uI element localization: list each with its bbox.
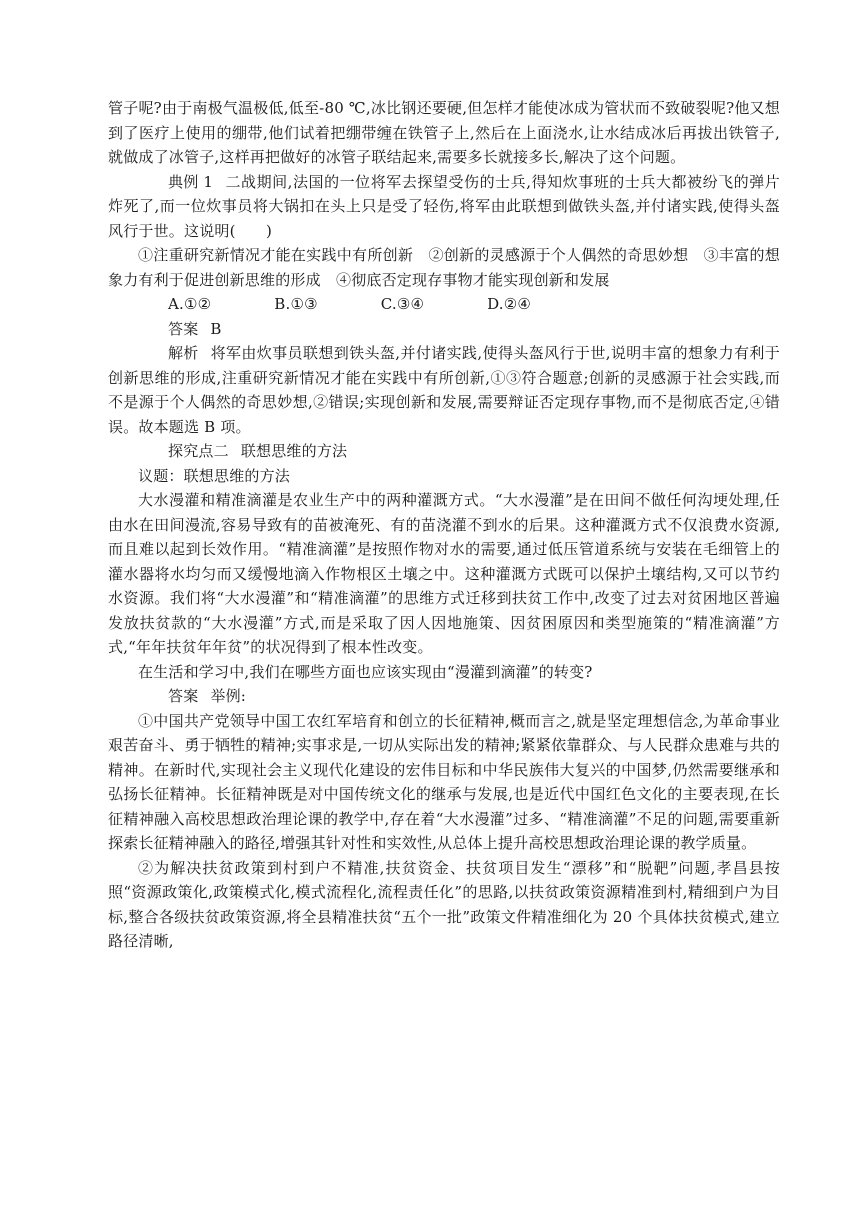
option-d: D.②④ bbox=[487, 295, 532, 313]
section-label: 探究点二 bbox=[168, 442, 229, 460]
statements-paragraph: ①注重研究新情况才能在实践中有所创新 ②创新的灵感源于个人偶然的奇思妙想 ③丰富的想象力有利于促进创新思维的形成 ④彻底否定现存事物才能实现创新和发展 bbox=[108, 246, 780, 289]
example-paragraph bbox=[108, 170, 780, 244]
answer-paragraph bbox=[108, 317, 780, 342]
intro-paragraph: 管子呢?由于南极气温极低,低至-80 ℃,冰比钢还要硬,但怎样才能使冰成为管状而不致破裂呢?他又想到了医疗上使用的绷带,他们试着把绷带缠在铁管子上,然后在上面浇水,让水结成冰后再拔出铁管子,就做成了冰管子,这样再把做好的冰管子联结起来,需要多长就接多长,解决了这个问题。 bbox=[108, 99, 780, 166]
item1-paragraph: ①中国共产党领导中国工农红军培育和创立的长征精神,概而言之,就是坚定理想信念,为革命事业艰苦奋斗、勇于牺牲的精神;实事求是,一切从实际出发的精神;紧紧依靠群众、与人民群众患难与共的精神。在新时代,实现社会主义现代化建设的宏伟目标和中华民族伟大复兴的中国梦,仍然需要继承和弘扬长征精神。长征精神既是对中国传统文化的继承与发展,也是近代中国红色文化的主要表现,在长征精神融入高校思想政治理论课的教学中,存在着“大水漫灌”过多、“精准滴灌”不足的问题,需要重新探索长征精神融入的路径,增强其针对性和实效性,从总体上提升高校思想政治理论课的教学质量。 bbox=[108, 711, 780, 852]
options-row bbox=[108, 292, 780, 317]
section-title: 联想思维的方法 bbox=[240, 442, 348, 460]
option-b: B.①③ bbox=[274, 295, 318, 313]
option-c: C.③④ bbox=[380, 295, 425, 313]
answer-label: 答案 bbox=[168, 319, 199, 338]
document-page bbox=[108, 96, 780, 954]
answer2-paragraph bbox=[108, 684, 780, 709]
analysis-text: 将军由炊事员联想到铁头盔,并付诸实践,使得头盔风行于世,说明丰富的想象力有利于创新思维的形成,注重研究新情况才能在实践中有所创新,①③符合题意;创新的灵感源于社会实践,而不是源于个人偶然的奇思妙想,②错误;实现创新和发展,需要辩证否定现存事物,而不是彻底否定,④错误。故本题选 B 项。 bbox=[108, 344, 780, 436]
analysis-paragraph bbox=[108, 341, 780, 439]
example-text: 二战期间,法国的一位将军去探望受伤的士兵,得知炊事班的士兵大都被纷飞的弹片炸死了,而一位炊事员将大锅扣在头上只是受了轻伤,将军由此联想到做铁头盔,并付诸实践,使得头盔风行于世。这说明( ) bbox=[108, 172, 780, 240]
irrigation-paragraph: 大水漫灌和精准滴灌是农业生产中的两种灌溉方式。“大水漫灌”是在田间不做任何沟埂处理,任由水在田间漫流,容易导致有的苗被淹死、有的苗浇灌不到水的后果。这种灌溉方式不仅浪费水资源,而且难以起到长效作用。“精准滴灌”是按照作物对水的需要,通过低压管道系统与安装在毛细管上的灌水器将水均匀而又缓慢地滴入作物根区土壤之中。这种灌溉方式既可以保护土壤结构,又可以节约水资源。我们将“大水漫灌”和“精准滴灌”的思维方式迁移到扶贫工作中,改变了过去对贫困地区普遍发放扶贫款的“大水漫灌”方式,而是采取了因人因地施策、因贫困原因和类型施策的“精准滴灌”方式,“年年扶贫年年贫”的状况得到了根本性改变。 bbox=[108, 491, 780, 656]
topic-line: 议题：联想思维的方法 bbox=[138, 466, 291, 485]
question-paragraph: 在生活和学习中,我们在哪些方面也应该实现由“漫灌到滴灌”的转变? bbox=[138, 662, 593, 681]
answer2-value: 举例: bbox=[210, 687, 247, 705]
answer-value: B bbox=[210, 319, 222, 338]
example-label: 典例 1 bbox=[168, 172, 214, 191]
answer2-label: 答案 bbox=[168, 687, 199, 705]
item2-paragraph: ②为解决扶贫政策到村到户不精准,扶贫资金、扶贫项目发生“漂移”和“脱靶”问题,孝昌县按照“资源政策化,政策模式化,模式流程化,流程责任化”的思路,以扶贫政策资源精准到村,精细到户为目标,整合各级扶贫政策资源,将全县精准扶贫“五个一批”政策文件精准细化为 20 个具体扶贫模式,建立路径清晰, bbox=[108, 858, 780, 950]
section-heading bbox=[108, 439, 780, 464]
analysis-label: 解析 bbox=[168, 344, 199, 362]
option-a: A.①② bbox=[168, 295, 212, 313]
